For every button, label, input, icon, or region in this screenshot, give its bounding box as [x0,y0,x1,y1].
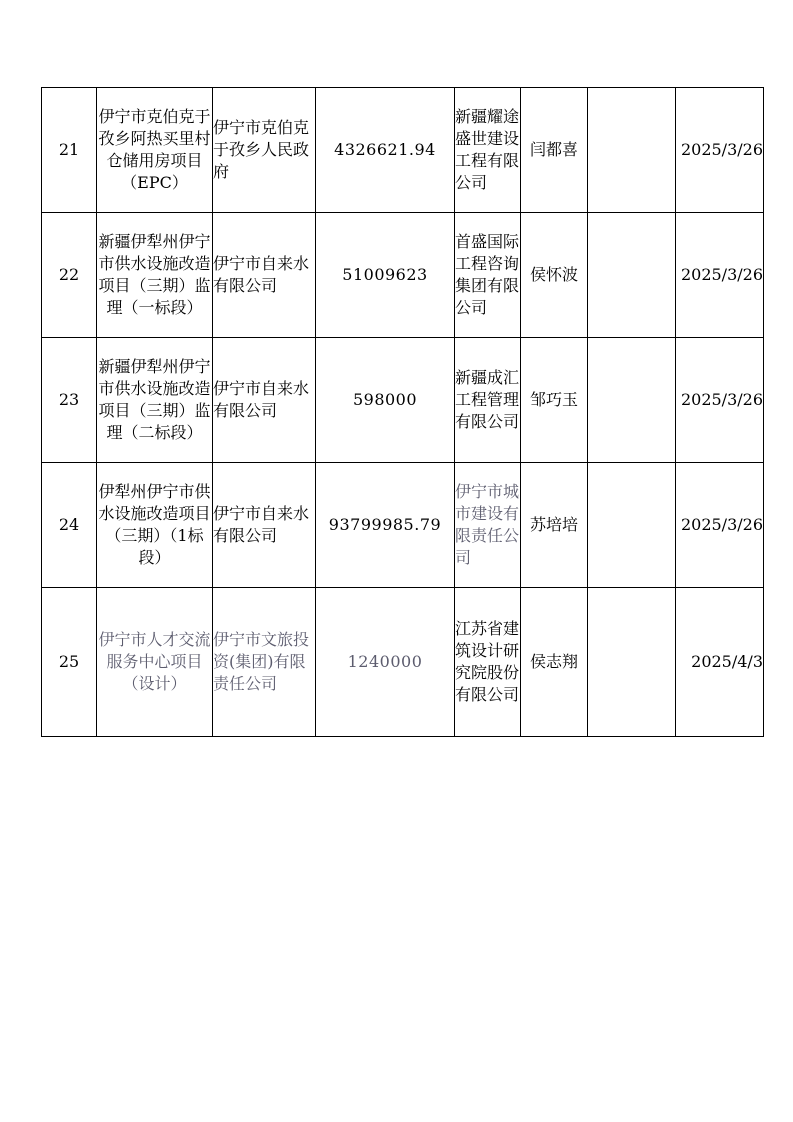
project-name-cell [97,338,213,463]
project-manager: 闫都喜 [521,88,588,213]
project-manager: 侯怀波 [521,213,588,338]
owner-cell [213,463,316,588]
project-name-cell [97,463,213,588]
bid-results-table [41,87,764,737]
winner-name: 新疆成汇工程管理有限公司 [455,368,520,431]
blank-cell [588,88,676,213]
award-date: 2025/3/26 [676,213,764,338]
table-row [42,88,764,213]
project-name: 伊宁市克伯克于孜乡阿热买里村仓储用房项目（EPC） [98,107,211,192]
winner-cell [455,588,521,737]
owner-cell [213,88,316,213]
owner-name: 伊宁市文旅投资(集团)有限责任公司 [213,630,310,693]
owner-name: 伊宁市自来水有限公司 [213,504,310,545]
row-number: 22 [42,213,97,338]
project-manager: 侯志翔 [521,588,588,737]
award-date: 2025/3/26 [676,463,764,588]
bid-amount: 93799985.79 [316,463,455,588]
project-manager: 邹巧玉 [521,338,588,463]
winner-name: 江苏省建筑设计研究院股份有限公司 [455,619,520,704]
bid-amount: 51009623 [316,213,455,338]
project-name-cell [97,88,213,213]
bid-amount: 1240000 [316,588,455,737]
blank-cell [588,338,676,463]
blank-cell [588,588,676,737]
winner-name: 伊宁市城市建设有限责任公司 [455,482,520,567]
project-name: 伊宁市人才交流服务中心项目（设计） [98,630,211,693]
winner-cell [455,88,521,213]
row-number: 23 [42,338,97,463]
owner-name: 伊宁市自来水有限公司 [213,254,310,295]
winner-name: 首盛国际工程咨询集团有限公司 [455,232,520,317]
project-name-cell [97,213,213,338]
owner-name: 伊宁市自来水有限公司 [213,379,310,420]
owner-name: 伊宁市克伯克于孜乡人民政府 [213,118,310,181]
table-row [42,463,764,588]
award-date: 2025/3/26 [676,338,764,463]
bid-amount: 4326621.94 [316,88,455,213]
owner-cell [213,588,316,737]
row-number: 24 [42,463,97,588]
winner-cell [455,213,521,338]
table-row [42,338,764,463]
blank-cell [588,463,676,588]
award-date: 2025/4/3 [676,588,764,737]
table-row [42,213,764,338]
bid-amount: 598000 [316,338,455,463]
table-row [42,588,764,737]
project-name: 伊犁州伊宁市供水设施改造项目（三期）（1标段） [98,482,211,567]
project-name-cell [97,588,213,737]
winner-cell [455,338,521,463]
project-manager: 苏培培 [521,463,588,588]
winner-name: 新疆耀途盛世建设工程有限公司 [455,107,520,192]
row-number: 25 [42,588,97,737]
owner-cell [213,213,316,338]
project-name: 新疆伊犁州伊宁市供水设施改造项目（三期）监理（二标段） [98,357,211,442]
project-name: 新疆伊犁州伊宁市供水设施改造项目（三期）监理（一标段） [98,232,211,317]
winner-cell [455,463,521,588]
row-number: 21 [42,88,97,213]
blank-cell [588,213,676,338]
award-date: 2025/3/26 [676,88,764,213]
owner-cell [213,338,316,463]
